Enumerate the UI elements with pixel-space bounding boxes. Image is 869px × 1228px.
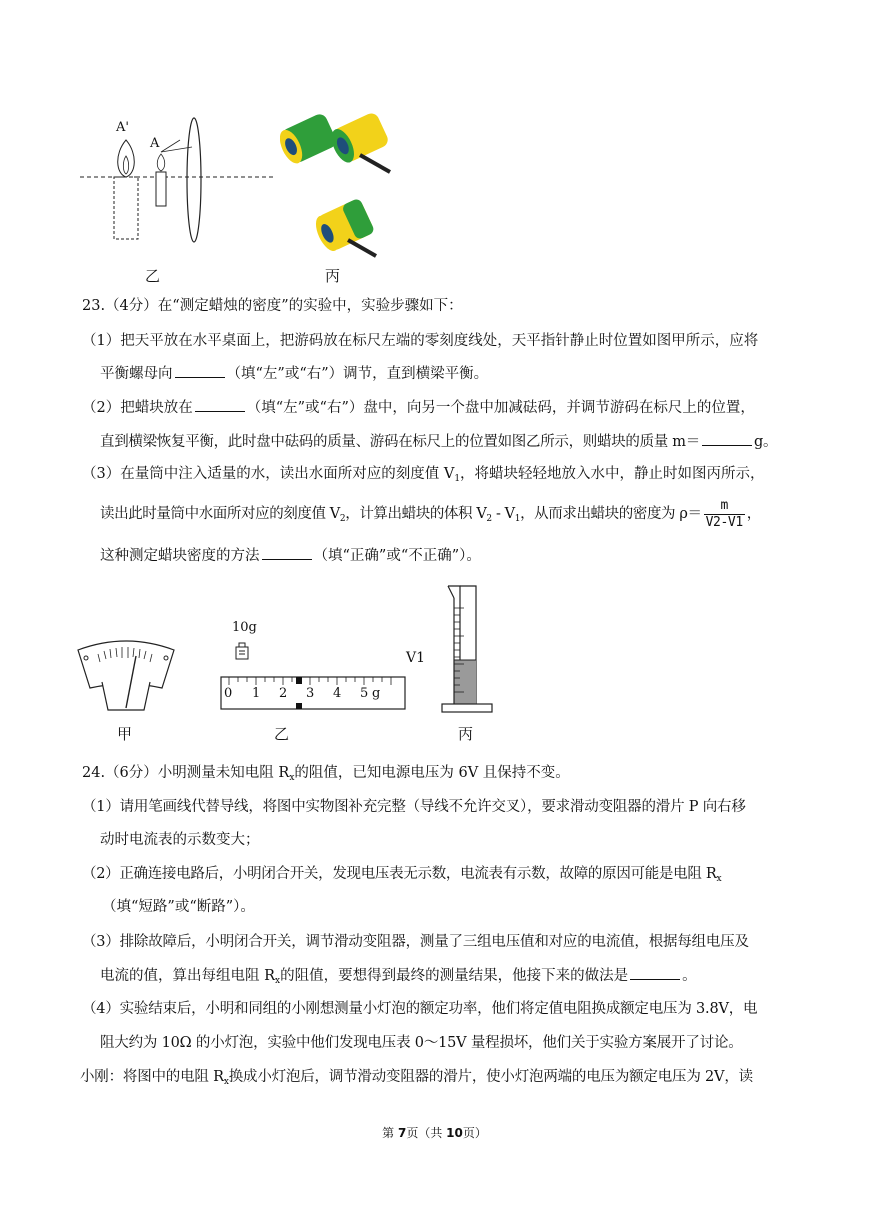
caption-jia: 甲 xyxy=(117,725,133,743)
q23-step3-line2: 读出此时量筒中水面所对应的刻度值 $V_2$，计算出蜡块的体积 $V_2 - V_1$，从而求出蜡块的密度为 ρ＝ $\frac{m}{V2-V1}$ ， xyxy=(100,497,761,530)
weight-icon xyxy=(234,642,250,660)
answer-blank[interactable] xyxy=(262,545,312,560)
q24-step4-line1: （4）实验结束后，小明和同组的小刚想测量小灯泡的额定功率，他们将定值电阻换成额定电压为 3.8V，电 xyxy=(82,1001,758,1017)
v1-label: V1 xyxy=(406,650,426,666)
q24-step4-line2: 阻大约为 10Ω 的小灯泡，实验中他们发现电压表 0～15V 量程损坏，他们关于实验方案展开了讨论。 xyxy=(100,1035,743,1051)
caption-bing-top: 丙 xyxy=(325,267,341,285)
solenoid-figure xyxy=(280,100,410,270)
q24-step1-line2: 动时电流表的示数变大； xyxy=(100,832,260,848)
q24-step3-line1: （3）排除故障后，小明闭合开关，调节滑动变阻器，测量了三组电压值和对应的电流值，根据每组电压及 xyxy=(82,934,749,950)
density-formula: $\frac{m}{V2-V1}$ xyxy=(705,497,743,530)
graduated-cylinder-figure xyxy=(438,584,498,716)
tick-label: 0 xyxy=(224,686,233,701)
tick-label: 5 xyxy=(360,686,369,701)
ruler-tick-labels xyxy=(220,686,406,706)
answer-blank[interactable] xyxy=(702,431,752,446)
q24-header: 24.（6分）小明测量未知电阻 $R_x$的阻值，已知电源电压为 6V 且保持不变。 xyxy=(82,765,570,783)
answer-blank[interactable] xyxy=(195,397,245,412)
caption-bing: 丙 xyxy=(458,725,474,743)
answer-blank[interactable] xyxy=(60,897,100,911)
q23-step3-line3: 这种测定蜡块密度的方法 （填“正确”或“不正确”）。 xyxy=(100,545,481,566)
q24-step2-line1: （2）正确连接电路后，小明闭合开关，发现电压表无示数，电流表有示数，故障的原因可能是电阻 $R_x$ xyxy=(82,866,722,884)
tick-label: 1 xyxy=(252,686,261,701)
page-total: 10 xyxy=(446,1126,463,1140)
q24-step1-line1: （1）请用笔画线代替导线，将图中实物图补充完整（导线不允许交叉），要求滑动变阻器的滑片 P 向右移 xyxy=(82,799,746,815)
candle-lens-figure xyxy=(70,110,290,250)
answer-blank[interactable] xyxy=(175,363,225,378)
tick-label: 2 xyxy=(279,686,288,701)
label-a: A xyxy=(150,136,160,151)
q23-step2-line2: 直到横梁恢复平衡，此时盘中砝码的质量、游码在标尺上的位置如图乙所示，则蜡块的质量 m＝ g。 xyxy=(100,431,777,452)
q24-step3-line2: 电流的值，算出每组电阻 $R_x$的阻值，要想得到最终的测量结果，他接下来的做法是 。 xyxy=(100,965,697,991)
page-number: 7 xyxy=(397,1126,407,1140)
tick-label: 4 xyxy=(333,686,342,701)
q23-header: 23.（4分）在“测定蜡烛的密度”的实验中，实验步骤如下： xyxy=(82,298,463,314)
q23-step3-line1: （3）在量筒中注入适量的水，读出水面所对应的刻度值 $V_1$，将蜡块轻轻地放入水中，静止时如图丙所示， xyxy=(82,466,765,484)
ruler-unit: g xyxy=(372,686,381,701)
label-a-prime: A' xyxy=(116,120,129,135)
caption-yi-top: 乙 xyxy=(145,267,161,285)
answer-blank[interactable] xyxy=(630,965,680,980)
balance-pointer-figure xyxy=(72,636,180,716)
caption-yi: 乙 xyxy=(274,725,290,743)
q23-step2-line1: （2）把蜡块放在 （填“左”或“右”）盘中，向另一个盘中加减砝码，并调节游码在标尺上的位置， xyxy=(82,397,755,418)
q24-step5-line1: 小刚：将图中的电阻 $R_x$换成小灯泡后，调节滑动变阻器的滑片，使小灯泡两端的电压为额定电压为 2V，读 xyxy=(80,1069,753,1087)
q23-step1-line2: 平衡螺母向 （填“左”或“右”）调节，直到横梁平衡。 xyxy=(100,363,488,384)
q23-step1-line1: （1）把天平放在水平桌面上，把游码放在标尺左端的零刻度线处，天平指针静止时位置如图甲所示，应将 xyxy=(82,333,759,349)
page-footer: 第 7页（共 10页） xyxy=(382,1126,487,1140)
q24-step2-line2: （填“短路”或“断路”）。 xyxy=(100,897,255,917)
tick-label: 3 xyxy=(306,686,315,701)
weight-label: 10g xyxy=(232,620,257,635)
